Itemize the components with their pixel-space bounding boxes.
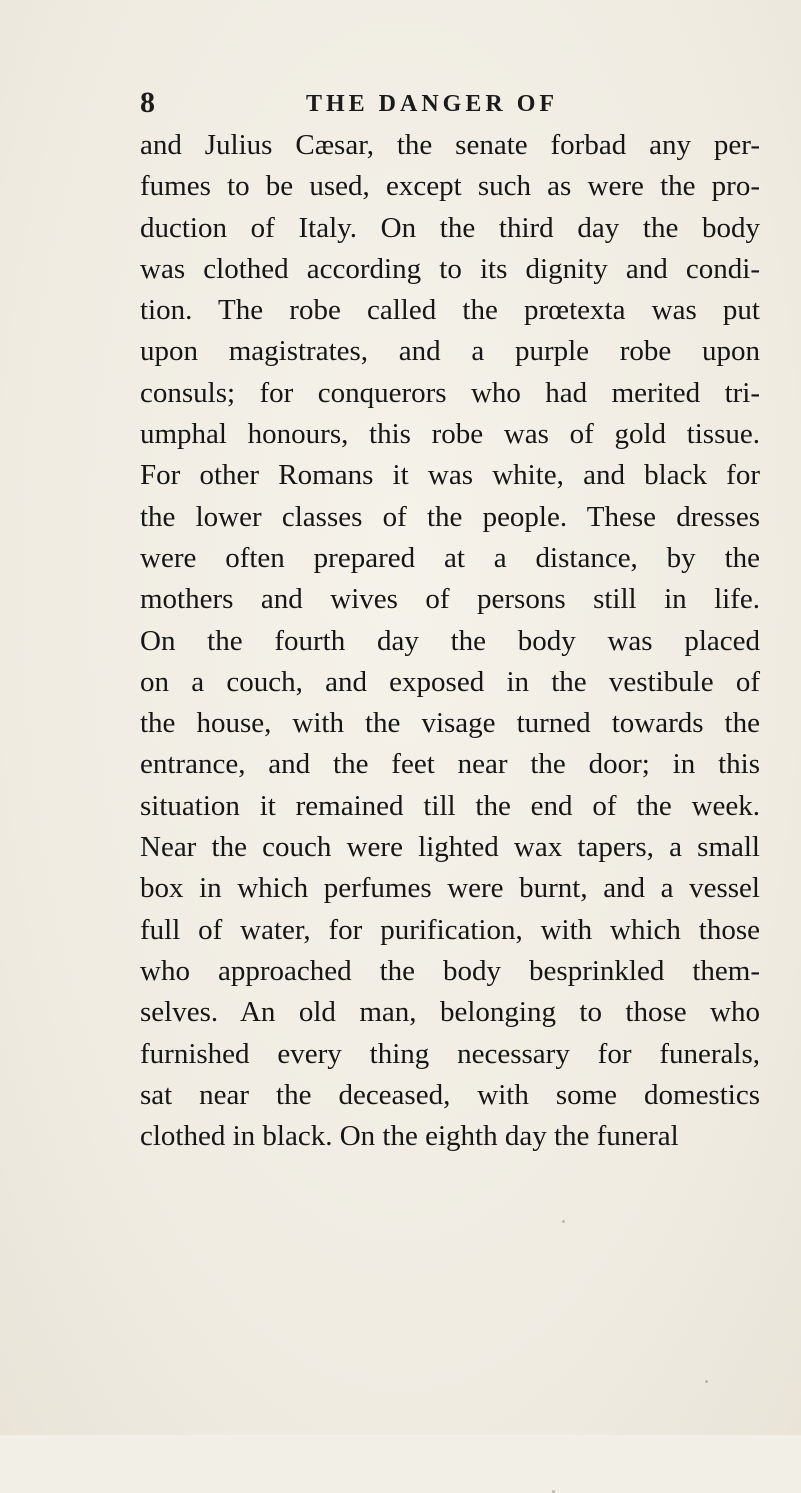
text-line: situation it remained till the end of the week. xyxy=(140,789,760,822)
text-line: Near the couch were lighted wax tapers, a small xyxy=(140,831,760,864)
text-line: was clothed according to its dignity and condi- xyxy=(140,252,760,285)
text-line: full of water, for purification, with which those xyxy=(140,913,760,946)
text-line: the lower classes of the people. These dresses xyxy=(140,500,760,533)
page-number: 8 xyxy=(140,86,155,119)
page-header xyxy=(0,86,801,120)
text-line: duction of Italy. On the third day the body xyxy=(140,211,760,244)
paper-speck xyxy=(562,1220,565,1223)
text-line: For other Romans it was white, and black for xyxy=(140,459,760,492)
text-line: upon magistrates, and a purple robe upon xyxy=(140,335,760,368)
paper-speck xyxy=(705,1380,708,1383)
text-line: fumes to be used, except such as were the pro- xyxy=(140,170,760,203)
text-line: mothers and wives of persons still in life. xyxy=(140,583,760,616)
text-line: sat near the deceased, with some domestics xyxy=(140,1078,760,1111)
text-line: entrance, and the feet near the door; in this xyxy=(140,748,760,781)
body-text xyxy=(140,125,760,1157)
text-line: selves. An old man, belonging to those who xyxy=(140,996,760,1029)
text-line: were often prepared at a distance, by the xyxy=(140,541,760,574)
text-line: tion. The robe called the prœtexta was put xyxy=(140,294,760,327)
text-line: furnished every thing necessary for funerals, xyxy=(140,1037,760,1070)
text-line: the house, with the visage turned towards the xyxy=(140,707,760,740)
text-line: clothed in black. On the eighth day the funeral xyxy=(140,1120,679,1153)
text-line: consuls; for conquerors who had merited tri- xyxy=(140,376,760,409)
text-line: on a couch, and exposed in the vestibule of xyxy=(140,665,760,698)
running-head: THE DANGER OF xyxy=(306,91,559,117)
text-line: and Julius Cæsar, the senate forbad any per- xyxy=(140,129,760,161)
text-line: On the fourth day the body was placed xyxy=(140,624,760,657)
text-line: who approached the body besprinkled them- xyxy=(140,954,760,987)
text-line: box in which perfumes were burnt, and a vessel xyxy=(140,872,760,905)
text-line: umphal honours, this robe was of gold tissue. xyxy=(140,418,760,451)
